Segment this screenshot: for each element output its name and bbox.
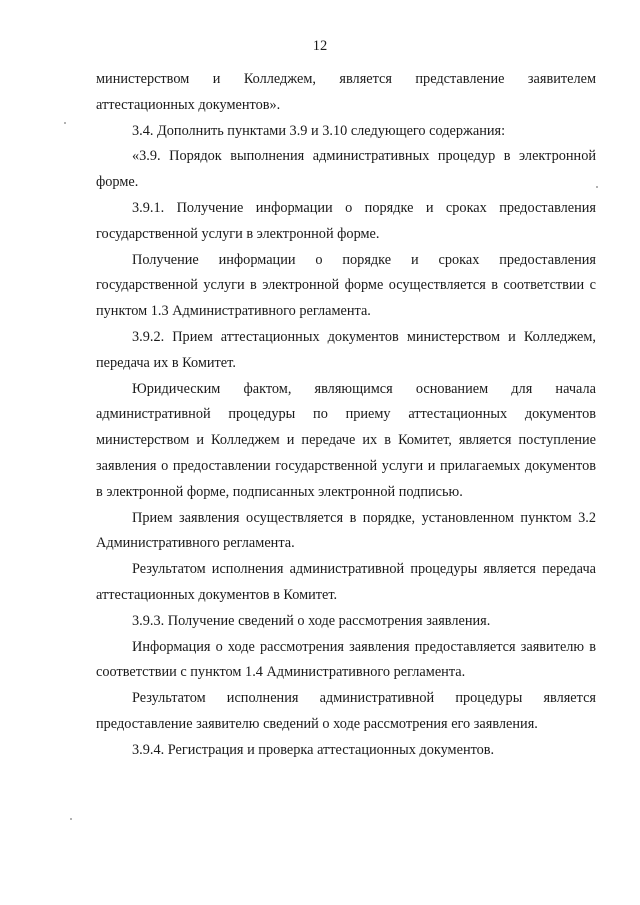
page-number: 12 xyxy=(312,38,328,54)
scan-speck xyxy=(64,122,66,124)
paragraph-legal-fact: Юридическим фактом, являющимся основанием для начала административной процедуры по приему аттестационных документов министерством и Колледжем и передаче их в Комитет, является поступление заявления о предоставлении государственной услуги и прилагаемых документов в электронной форме, подписанных электронной подписью. xyxy=(96,380,596,500)
paragraph-progress-info: Информация о ходе рассмотрения заявления предоставляется заявителю в соответствии с пунктом 1.4 Административного регламента. xyxy=(96,638,596,681)
scan-speck xyxy=(596,186,598,188)
paragraph-item-3-9-1: 3.9.1. Получение информации о порядке и сроках предоставления государственной услуги в электронной форме. xyxy=(96,199,596,242)
paragraph-item-3-9-2: 3.9.2. Прием аттестационных документов министерством и Колледжем, передача их в Комитет. xyxy=(96,328,596,371)
paragraph-continuation: министерством и Колледжем, является представление заявителем аттестационных документов». xyxy=(96,71,596,113)
scan-speck xyxy=(70,818,72,820)
paragraph-result-progress: Результатом исполнения административной процедуры является предоставление заявителю сведений о ходе рассмотрения его заявления. xyxy=(96,690,596,732)
paragraph-info-procedure: Получение информации о порядке и сроках предоставления государственной услуги в электронной форме осуществляется в соответствии с пунктом 1.3 Административного регламента. xyxy=(96,251,596,320)
paragraph-item-3-9-3: 3.9.3. Получение сведений о ходе рассмотрения заявления. xyxy=(132,612,491,629)
paragraph-result-transfer: Результатом исполнения административной процедуры является передача аттестационных документов в Комитет. xyxy=(96,561,596,603)
paragraph-item-3-9-4: 3.9.4. Регистрация и проверка аттестационных документов. xyxy=(132,741,495,758)
document-body xyxy=(96,67,596,764)
paragraph-item-3-9: «3.9. Порядок выполнения административных процедур в электронной форме. xyxy=(96,148,596,191)
paragraph-reception: Прием заявления осуществляется в порядке, установленном пунктом 3.2 Административного регламента. xyxy=(96,509,596,552)
paragraph-item-3-4: 3.4. Дополнить пунктами 3.9 и 3.10 следующего содержания: xyxy=(132,122,506,139)
